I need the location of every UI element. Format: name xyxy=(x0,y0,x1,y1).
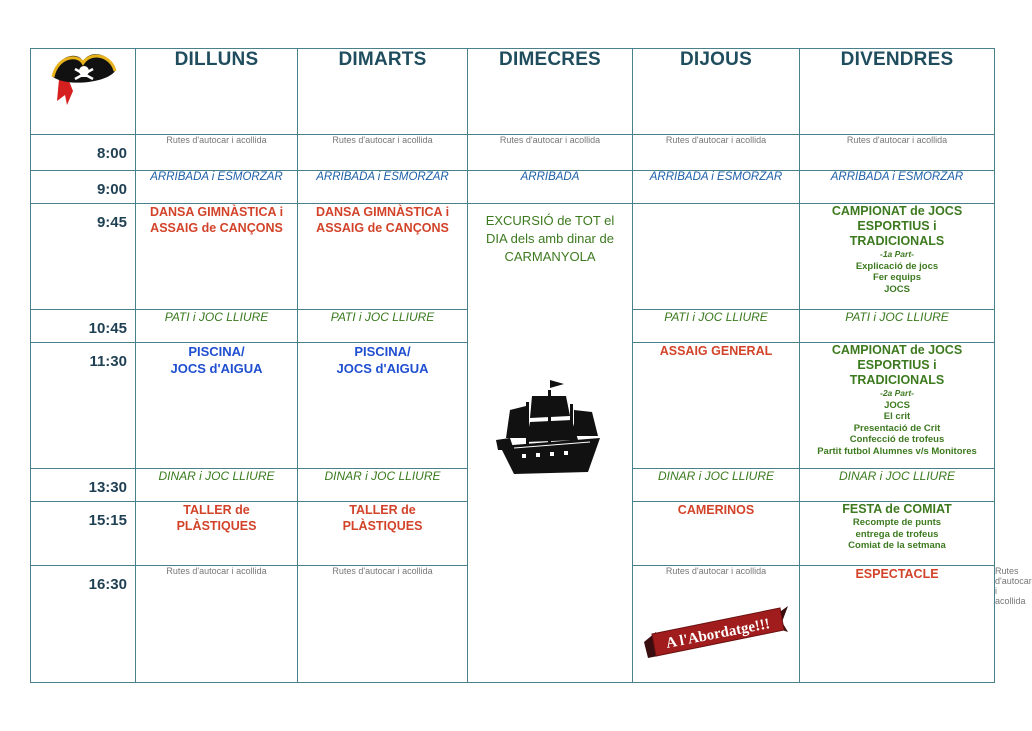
campionat-title-line: TRADICIONALS xyxy=(849,234,945,248)
rutes-cell: Rutes d'autocar i acollida xyxy=(136,566,298,683)
day-header: DIJOUS xyxy=(633,49,800,135)
excursio-text: EXCURSIÓ de TOT el DIA dels amb dinar de CARMANYOLA xyxy=(485,213,615,264)
piscina-line: PISCINA/ xyxy=(188,344,245,359)
campionat-title-line: ESPORTIUS i xyxy=(857,358,937,372)
campionat-item: JOCS xyxy=(884,283,910,295)
dinar-cell: DINAR i JOC LLIURE xyxy=(136,469,298,502)
time-label: 13:30 xyxy=(31,469,136,502)
dansa-cell xyxy=(298,204,468,310)
taller-cell xyxy=(136,502,298,566)
schedule-table: DILLUNS DIMARTS DIMECRES DIJOUS DIVENDRES 8:00 Rutes d'autocar i acollida Rutes d'autocar i acollida Rutes d'autocar i acollida Rutes d'autocar i acollida Rutes d'autocar i acollida 9:00 ARRIBADA i ESMORZAR ARRIBADA i ESMORZAR ARRIBADA ARRIBADA i ESMORZAR ARRIBADA i ESMORZAR 9:45 DANSA GIMNÀSTICA i ASSAIG de CANÇONS DANSA GIMNÀSTICA i ASSAIG de CANÇONS EXCURSIÓ de TOT el DIA dels amb dinar de CARMANYOLA CAMPIONAT de JOCS ESPORTIUS i TRADICIONALS -1a Part- Explicació de jocs Fer equips JOCS 10:45 PATI i JOC LLIURE PATI i JOC LLIURE PATI i JOC LLIURE PATI i JOC LLIURE 11:30 PISCINA/ JOCS d'AIGUA PISCINA/ JOCS d'AIGUA ASSAIG GENERAL CAMPIONAT de JOCS ESPORTIUS i TRADICIONALS -2a Part- JOCS El crit Presentació de Crit Confecció de trofeus Partit futbol Alumnes v/s Monitores 13:30 DINAR i JOC LLIURE DINAR i JOC LLIURE DINAR i JOC LLIURE DINAR i JOC LLIURE 15:15 TALLER de PLÀSTIQUES TALLER de PLÀSTIQUES CAMERINOS FESTA de COMIAT Recompte de punts entrega de trofeus Comiat de la setmana 16:30 Rutes d'autocar i acollida Rutes d'autocar i acollida Rutes d'autocar i acollida ESPECTACLE Rutes d'autocar i acollida xyxy=(30,48,995,683)
rutes-cell: Rutes d'autocar i acollida xyxy=(298,566,468,683)
dinar-cell: DINAR i JOC LLIURE xyxy=(633,469,800,502)
rutes-cell: Rutes d'autocar i acollida xyxy=(633,566,800,683)
campionat-title-line: CAMPIONAT de JOCS xyxy=(831,343,963,357)
taller-line: TALLER de xyxy=(349,503,416,517)
campionat-title-line: ESPORTIUS i xyxy=(857,219,937,233)
camerinos-cell: CAMERINOS xyxy=(633,502,800,566)
pirate-hat-cell xyxy=(31,49,136,135)
festa-item: Recompte de punts xyxy=(852,517,942,528)
abordatge-banner xyxy=(642,602,790,660)
pirate-ship-icon xyxy=(492,376,608,486)
dansa-cell xyxy=(136,204,298,310)
time-label: 9:45 xyxy=(31,204,136,310)
campionat-title-line: CAMPIONAT de JOCS xyxy=(831,204,963,218)
pati-cell: PATI i JOC LLIURE xyxy=(633,310,800,343)
campionat-cell xyxy=(800,204,995,310)
taller-cell xyxy=(298,502,468,566)
assaig-general-cell: ASSAIG GENERAL xyxy=(633,343,800,469)
campionat-item: Confecció de trofeus xyxy=(849,434,945,445)
festa-item: Comiat de la setmana xyxy=(848,540,946,551)
rutes-cell: Rutes d'autocar i acollida xyxy=(468,135,633,171)
pati-cell: PATI i JOC LLIURE xyxy=(800,310,995,343)
taller-line: TALLER de xyxy=(183,503,250,517)
arribada-cell: ARRIBADA xyxy=(468,171,633,204)
excursio-cell xyxy=(468,204,633,683)
time-label: 9:00 xyxy=(31,171,136,204)
time-label: 8:00 xyxy=(31,135,136,171)
taller-line: PLÀSTIQUES xyxy=(342,519,423,533)
dansa-line: DANSA GIMNÀSTICA i xyxy=(149,205,284,219)
dinar-cell: DINAR i JOC LLIURE xyxy=(298,469,468,502)
dansa-line: ASSAIG de CANÇONS xyxy=(150,221,283,235)
campionat-item: JOCS xyxy=(884,399,910,411)
campionat-cell xyxy=(800,343,995,469)
time-label: 15:15 xyxy=(31,502,136,566)
rutes-cell: Rutes d'autocar i acollida xyxy=(800,135,995,171)
espectacle-cell: ESPECTACLE xyxy=(800,566,995,683)
campionat-item: Partit futbol Alumnes v/s Monitores xyxy=(817,445,977,457)
day-header: DIMARTS xyxy=(298,49,468,135)
time-label: 10:45 xyxy=(31,310,136,343)
rutes-cell: Rutes d'autocar i acollida xyxy=(633,135,800,171)
rutes-cell: Rutes d'autocar i acollida xyxy=(136,135,298,171)
banner-text: A l'Abordatge!!! xyxy=(664,616,772,652)
time-label: 16:30 xyxy=(31,566,136,683)
pati-cell: PATI i JOC LLIURE xyxy=(298,310,468,343)
piscina-cell xyxy=(298,343,468,469)
campionat-title-line: TRADICIONALS xyxy=(849,373,945,387)
empty-cell xyxy=(633,204,800,310)
festa-item: entrega de trofeus xyxy=(855,528,939,540)
arribada-cell: ARRIBADA i ESMORZAR xyxy=(298,171,468,204)
taller-line: PLÀSTIQUES xyxy=(176,519,257,533)
arribada-cell: ARRIBADA i ESMORZAR xyxy=(136,171,298,204)
rutes-cell: Rutes d'autocar i acollida xyxy=(298,135,468,171)
arribada-cell: ARRIBADA i ESMORZAR xyxy=(633,171,800,204)
campionat-part: -2a Part- xyxy=(879,388,914,398)
pati-cell: PATI i JOC LLIURE xyxy=(136,310,298,343)
time-label: 11:30 xyxy=(31,343,136,469)
pirate-hat-icon xyxy=(47,49,119,111)
day-header: DIMECRES xyxy=(468,49,633,135)
campionat-part: -1a Part- xyxy=(879,249,914,259)
festa-cell xyxy=(800,502,995,566)
piscina-line: JOCS d'AIGUA xyxy=(170,361,263,376)
dansa-line: ASSAIG de CANÇONS xyxy=(316,221,449,235)
campionat-item: Presentació de Crit xyxy=(853,422,941,434)
campionat-item: Explicació de jocs xyxy=(855,260,939,272)
day-header: DILLUNS xyxy=(136,49,298,135)
dinar-cell: DINAR i JOC LLIURE xyxy=(800,469,995,502)
arribada-cell: ARRIBADA i ESMORZAR xyxy=(800,171,995,204)
day-header: DIVENDRES xyxy=(800,49,995,135)
festa-title: FESTA de COMIAT xyxy=(842,502,952,516)
campionat-item: El crit xyxy=(883,411,911,422)
piscina-cell xyxy=(136,343,298,469)
piscina-line: PISCINA/ xyxy=(354,344,411,359)
campionat-item: Fer equips xyxy=(872,272,922,283)
piscina-line: JOCS d'AIGUA xyxy=(336,361,429,376)
dansa-line: DANSA GIMNÀSTICA i xyxy=(315,205,450,219)
